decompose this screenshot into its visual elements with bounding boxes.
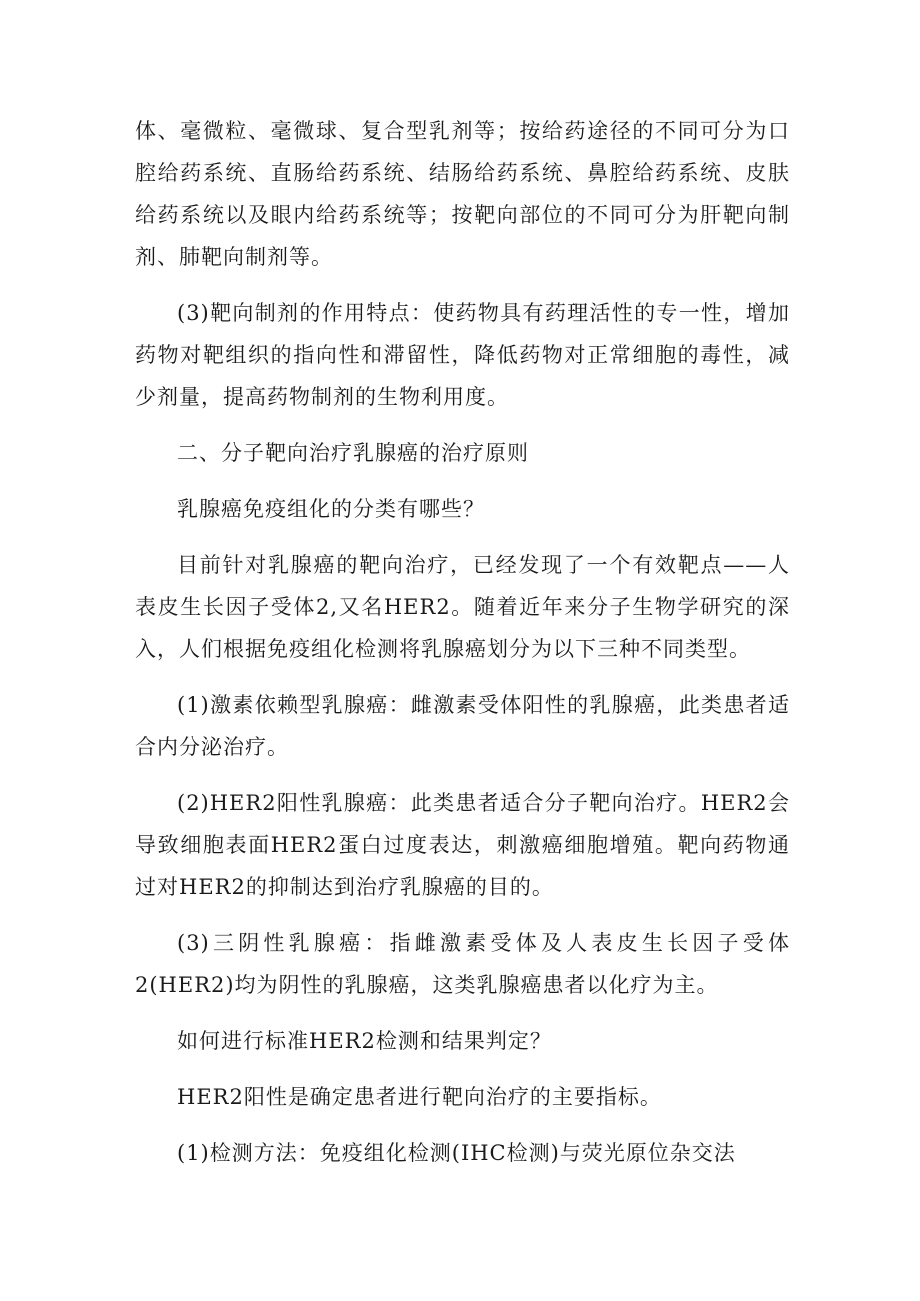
paragraph-detection-method: (1)检测方法：免疫组化检测(IHC检测)与荧光原位杂交法 [177,1141,736,1165]
document-body [135,110,790,1188]
paragraph-her2-intro: 目前针对乳腺癌的靶向治疗，已经发现了一个有效靶点——人表皮生长因子受体2,又名HER2。随着近年来分子生物学研究的深入，人们根据免疫组化检测将乳腺癌划分为以下三种不同类型。 [135,553,790,661]
paragraph-continuation: 体、毫微粒、毫微球、复合型乳剂等；按给药途径的不同可分为口腔给药系统、直肠给药系统、结肠给药系统、鼻腔给药系统、皮肤给药系统以及眼内给药系统等；按靶向部位的不同可分为肝靶向制剂、肺靶向制剂等。 [135,119,790,269]
paragraph-hormone-type: (1)激素依赖型乳腺癌：雌激素受体阳性的乳腺癌，此类患者适合内分泌治疗。 [135,693,790,759]
section-heading: 二、分子靶向治疗乳腺癌的治疗原则 [177,441,529,465]
paragraph-her2-indicator: HER2阳性是确定患者进行靶向治疗的主要指标。 [177,1085,662,1109]
question-heading-ihc: 乳腺癌免疫组化的分类有哪些？ [177,497,485,521]
paragraph-targeting-features: (3)靶向制剂的作用特点：使药物具有药理活性的专一性，增加药物对靶组织的指向性和滞留性，降低药物对正常细胞的毒性，减少剂量，提高药物制剂的生物利用度。 [135,301,790,409]
paragraph-her2-positive: (2)HER2阳性乳腺癌：此类患者适合分子靶向治疗。HER2会导致细胞表面HER2蛋白过度表达，刺激癌细胞增殖。靶向药物通过对HER2的抑制达到治疗乳腺癌的目的。 [135,791,790,899]
paragraph-triple-negative: (3)三阴性乳腺癌：指雌激素受体及人表皮生长因子受体2(HER2)均为阴性的乳腺癌，这类乳腺癌患者以化疗为主。 [135,931,790,997]
question-heading-her2-test: 如何进行标准HER2检测和结果判定？ [177,1029,552,1053]
